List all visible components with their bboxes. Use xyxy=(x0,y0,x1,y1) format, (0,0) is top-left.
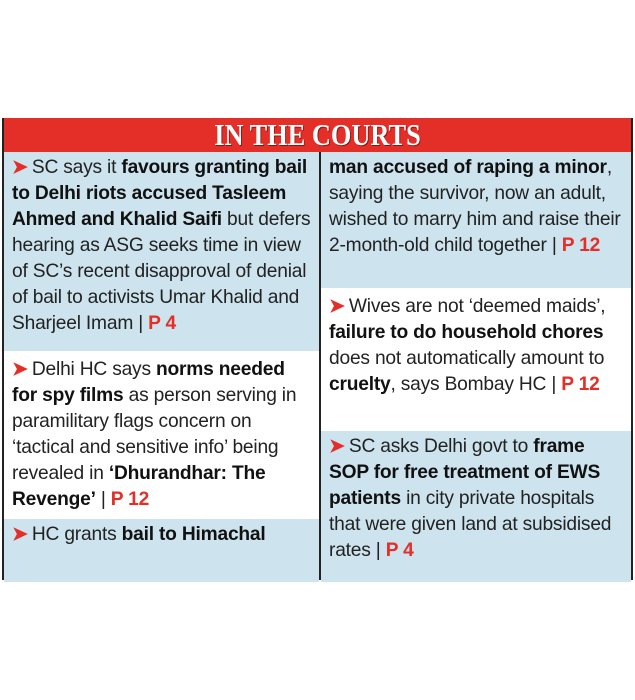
news-item[interactable] xyxy=(321,291,631,428)
headline-highlight: norms needed for spy films xyxy=(12,359,285,406)
headline-text: SC says it xyxy=(31,157,122,178)
bullet-arrow-icon: ➤ xyxy=(12,359,28,380)
news-item[interactable] xyxy=(4,519,319,582)
headline-highlight: favours granting bail to Delhi riots accused Tasleem Ahmed and Khalid Saifi xyxy=(12,157,307,230)
page-reference-link[interactable]: P 4 xyxy=(385,540,414,561)
news-box xyxy=(2,118,633,580)
bullet-arrow-icon: ➤ xyxy=(329,436,345,457)
page-reference-link[interactable]: P 12 xyxy=(561,374,600,395)
headline-text: Wives are not ‘deemed maids’, xyxy=(348,296,606,317)
headline-highlight: man accused of raping a minor xyxy=(329,157,607,178)
news-item[interactable] xyxy=(321,152,631,288)
left-column xyxy=(4,152,319,578)
headline-highlight: failure to do household chores xyxy=(329,322,604,343)
headline-highlight: ‘Dhurandhar: The Revenge’ xyxy=(12,463,266,510)
right-column xyxy=(321,152,631,578)
news-item[interactable] xyxy=(4,152,319,351)
page-reference-link[interactable]: P 12 xyxy=(110,489,150,510)
headline-highlight: bail to Himachal xyxy=(121,524,266,545)
headline-text: Delhi HC says xyxy=(31,359,156,380)
headline-text: , says Bombay HC | xyxy=(390,374,562,395)
headline-text: , saying the survivor, now an adult, wished to marry him and raise their 2-month-old child together | xyxy=(329,157,621,256)
page-reference-link[interactable]: P 4 xyxy=(148,313,177,334)
headline-highlight: cruelty xyxy=(329,374,391,395)
headline-text: HC grants xyxy=(31,524,122,545)
headline-highlight: frame SOP for free treatment of EWS patients xyxy=(329,436,601,509)
headline-text: but defers hearing as ASG seeks time in view of SC’s recent disapproval of denial of bail to activists Umar Khalid and Sharjeel Imam | xyxy=(12,209,311,334)
news-item[interactable] xyxy=(321,431,631,582)
bullet-arrow-icon: ➤ xyxy=(12,524,28,545)
bullet-arrow-icon: ➤ xyxy=(329,296,345,317)
headline-text: as person serving in paramilitary flags concern on ‘tactical and sensitive info’ being revealed in xyxy=(12,385,297,484)
section-title: IN THE COURTS xyxy=(214,117,421,152)
headline-text: | xyxy=(95,489,111,510)
headline-text: SC asks Delhi govt to xyxy=(348,436,534,457)
bullet-arrow-icon: ➤ xyxy=(12,157,28,178)
headline-text: does not automatically amount to xyxy=(329,348,605,369)
page-reference-link[interactable]: P 12 xyxy=(561,235,601,256)
section-header xyxy=(4,118,631,152)
headline-text: in city private hospitals that were given land at subsidised rates | xyxy=(329,488,612,561)
news-item[interactable] xyxy=(4,354,319,516)
